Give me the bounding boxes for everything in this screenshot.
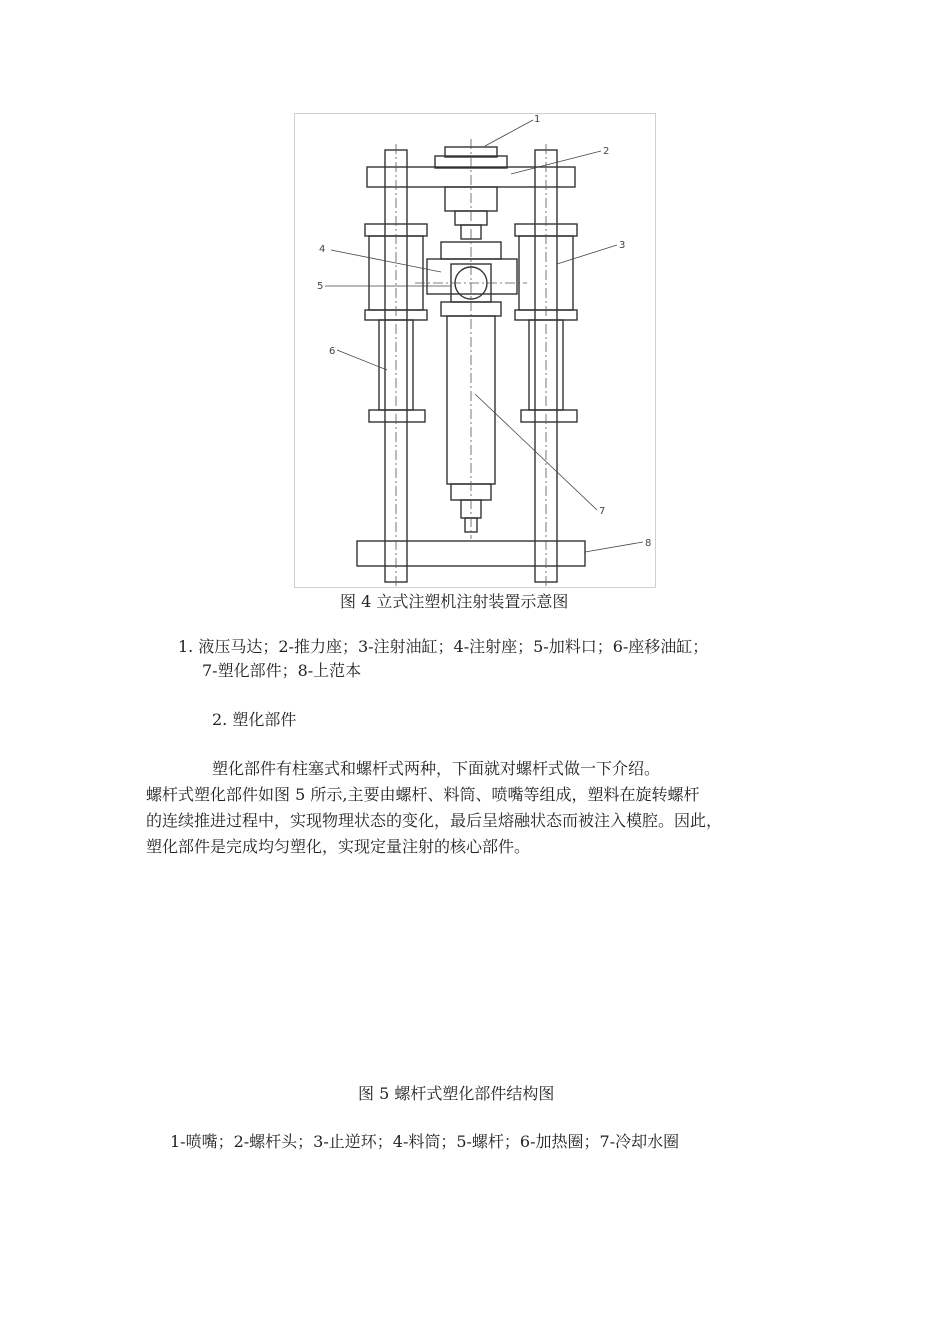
paragraph-line-2: 螺杆式塑化部件如图 5 所示,主要由螺杆、料筒、喷嘴等组成，塑料在旋转螺杆 (146, 785, 700, 804)
figure-4-legend-line-2: 7-塑化部件；8-上范本 (202, 661, 362, 680)
paragraph-line-1: 塑化部件有柱塞式和螺杆式两种，下面就对螺杆式做一下介绍。 (212, 759, 661, 778)
callout-5: 5 (317, 281, 324, 292)
callout-1: 1 (534, 114, 541, 125)
bottom-platen (357, 541, 585, 566)
callout-8: 8 (645, 538, 652, 549)
figure-4-caption: 图 4 立式注塑机注射装置示意图 (340, 592, 569, 611)
section-paragraph (146, 756, 816, 860)
callout-3: 3 (619, 240, 626, 251)
callout-2: 2 (603, 146, 610, 157)
section-heading: 2. 塑化部件 (212, 710, 297, 729)
injection-unit-schematic (295, 114, 657, 589)
figure-5-caption: 图 5 螺杆式塑化部件结构图 (358, 1084, 555, 1103)
figure-4-legend-line-1: 1. 液压马达；2-推力座；3-注射油缸；4-注射座；5-加料口；6-座移油缸； (178, 637, 709, 656)
callout-4: 4 (319, 244, 326, 255)
paragraph-line-4: 塑化部件是完成均匀塑化，实现定量注射的核心部件。 (146, 837, 531, 856)
figure-5-legend: 1-喷嘴；2-螺杆头；3-止逆环；4-料筒；5-螺杆；6-加热圈；7-冷却水圈 (170, 1132, 680, 1151)
paragraph-line-3: 的连续推进过程中，实现物理状态的变化，最后呈熔融状态而被注入模腔。因此， (146, 811, 723, 830)
callout-7: 7 (599, 506, 606, 517)
callout-6: 6 (329, 346, 336, 357)
injection-unit-diagram (294, 113, 656, 588)
